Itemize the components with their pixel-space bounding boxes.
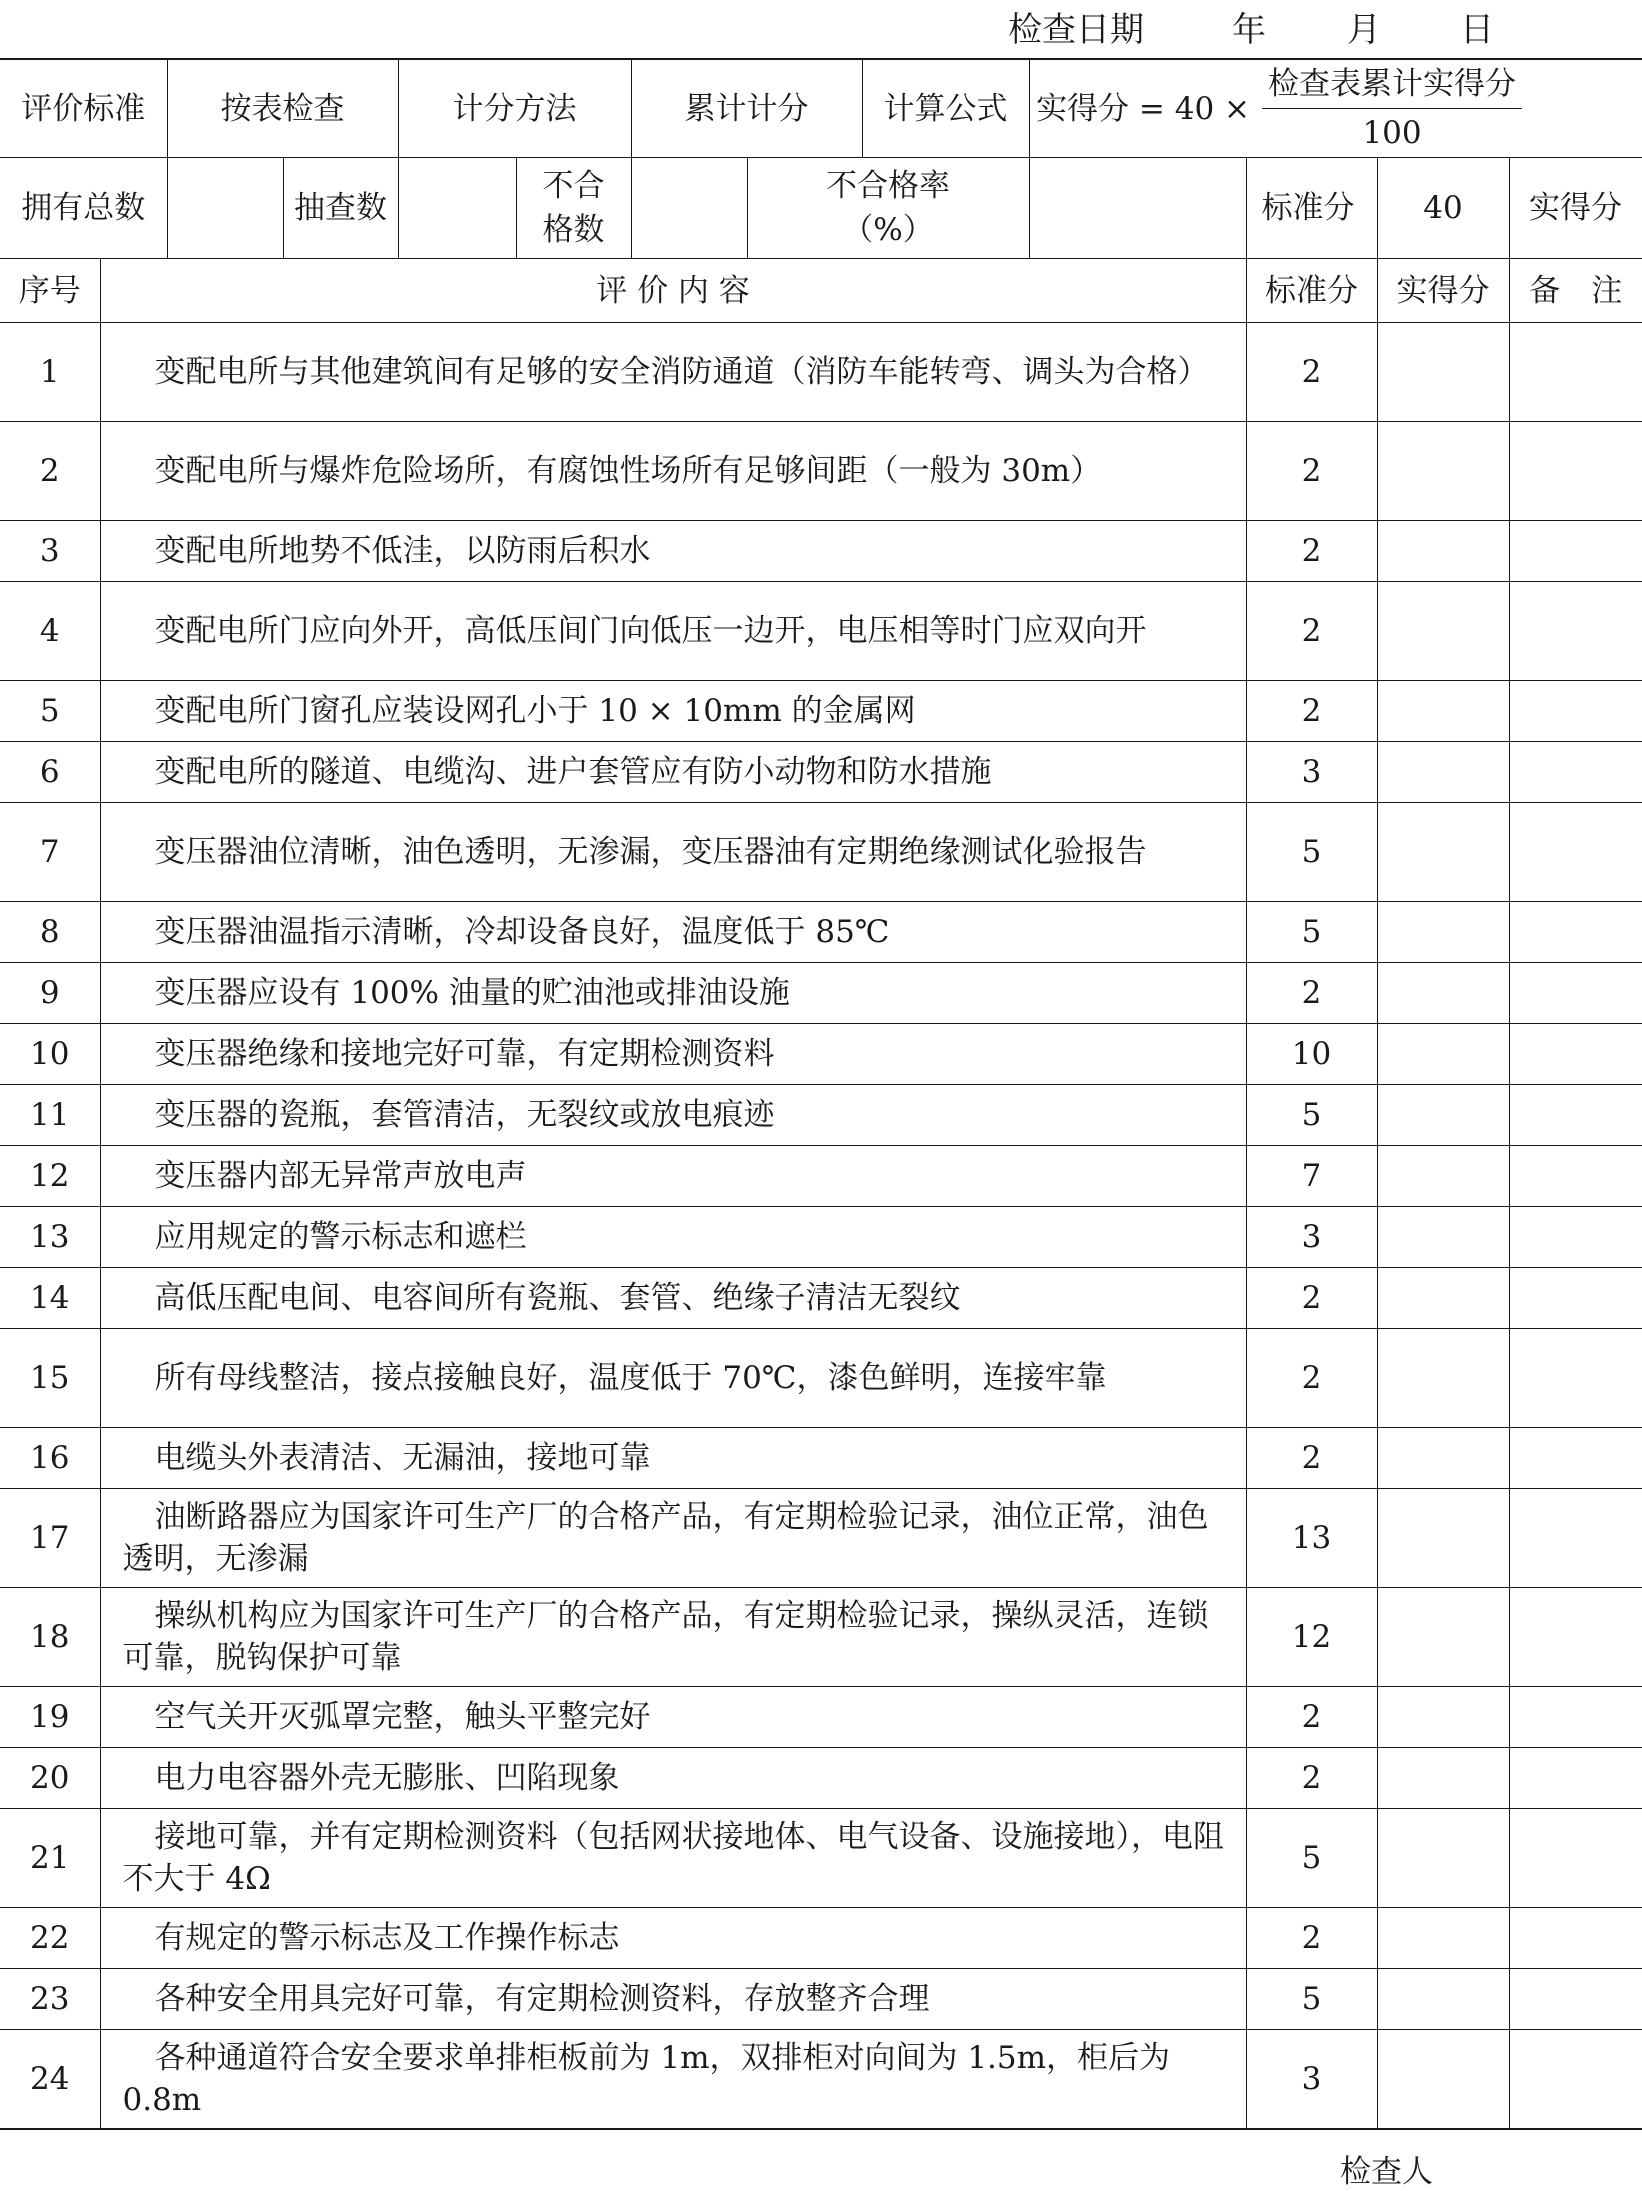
row-note[interactable]: [1509, 681, 1642, 742]
table-row: [0, 2030, 1642, 2129]
row-seq: 22: [0, 1908, 100, 1969]
row-actual-score[interactable]: [1377, 1085, 1509, 1146]
row-content: [100, 963, 1246, 1024]
table-row: [0, 1085, 1642, 1146]
row-content: [100, 582, 1246, 681]
row-actual-score[interactable]: [1377, 422, 1509, 521]
formula-fraction: [1262, 64, 1522, 153]
table-row: [0, 1687, 1642, 1748]
row-seq: 8: [0, 902, 100, 963]
row-content: [100, 1588, 1246, 1687]
row-note[interactable]: [1509, 1207, 1642, 1268]
row-note[interactable]: [1509, 1748, 1642, 1809]
row-actual-score[interactable]: [1377, 582, 1509, 681]
row-content-text: 各种安全用具完好可靠，有定期检测资料，存放整齐合理: [154, 1981, 930, 2017]
row-standard-score: 3: [1246, 742, 1377, 803]
table-row: [0, 582, 1642, 681]
row-actual-score[interactable]: [1377, 1809, 1509, 1908]
row-content: [100, 1908, 1246, 1969]
row-seq: 3: [0, 521, 100, 582]
row-content: [100, 1969, 1246, 2030]
row-note[interactable]: [1509, 1146, 1642, 1207]
row-standard-score: 2: [1246, 1908, 1377, 1969]
row-standard-score: 2: [1246, 582, 1377, 681]
column-header-row: [0, 259, 1642, 323]
row-standard-score: 5: [1246, 803, 1377, 902]
table-row: [0, 1024, 1642, 1085]
unqualified-rate-value[interactable]: [1029, 158, 1246, 259]
row-standard-score: 2: [1246, 681, 1377, 742]
table-row: [0, 1489, 1642, 1588]
row-seq: 18: [0, 1588, 100, 1687]
row-seq: 6: [0, 742, 100, 803]
row-standard-score: 2: [1246, 1428, 1377, 1489]
row-content: [100, 1268, 1246, 1329]
row-standard-score: 7: [1246, 1146, 1377, 1207]
row-actual-score[interactable]: [1377, 1428, 1509, 1489]
row-standard-score: 2: [1246, 1329, 1377, 1428]
table-row: [0, 681, 1642, 742]
row-actual-score[interactable]: [1377, 1268, 1509, 1329]
standard-score-label: 标准分: [1246, 158, 1377, 259]
row-content-text: 变压器绝缘和接地完好可靠，有定期检测资料: [154, 1036, 775, 1072]
table-row: [0, 1588, 1642, 1687]
row-note[interactable]: [1509, 1908, 1642, 1969]
scoring-method-label: 计分方法: [398, 59, 631, 158]
row-actual-score[interactable]: [1377, 803, 1509, 902]
scoring-method-value: 累计计分: [631, 59, 862, 158]
row-content: [100, 422, 1246, 521]
row-standard-score: 2: [1246, 323, 1377, 422]
checklist-rows: [0, 323, 1642, 2129]
table-row: [0, 742, 1642, 803]
row-content-text: 电缆头外表清洁、无漏油，接地可靠: [154, 1440, 651, 1476]
row-seq: 9: [0, 963, 100, 1024]
table-row: [0, 521, 1642, 582]
row-content-text: 高低压配电间、电容间所有瓷瓶、套管、绝缘子清洁无裂纹: [154, 1280, 961, 1316]
row-content: [100, 2030, 1246, 2129]
row-content-text: 有规定的警示标志及工作操作标志: [154, 1920, 620, 1956]
row-note[interactable]: [1509, 1085, 1642, 1146]
row-standard-score: 2: [1246, 1268, 1377, 1329]
table-row: [0, 1748, 1642, 1809]
table-row: [0, 1969, 1642, 2030]
row-note[interactable]: [1509, 803, 1642, 902]
row-seq: 24: [0, 2030, 100, 2129]
row-actual-score[interactable]: [1377, 1748, 1509, 1809]
row-content-text: 变配电所地势不低洼，以防雨后积水: [154, 533, 651, 569]
table-row: [0, 963, 1642, 1024]
row-note[interactable]: [1509, 2030, 1642, 2129]
row-standard-score: 3: [1246, 2030, 1377, 2129]
row-actual-score[interactable]: [1377, 681, 1509, 742]
row-seq: 21: [0, 1809, 100, 1908]
row-actual-score[interactable]: [1377, 1489, 1509, 1588]
table-row: [0, 1908, 1642, 1969]
row-actual-score[interactable]: [1377, 742, 1509, 803]
row-note[interactable]: [1509, 323, 1642, 422]
row-note[interactable]: [1509, 422, 1642, 521]
date-year-label: 年: [1232, 10, 1266, 50]
date-day-label: 日: [1460, 10, 1494, 50]
header-row-counts: [0, 158, 1642, 259]
row-content: [100, 742, 1246, 803]
row-note[interactable]: [1509, 1687, 1642, 1748]
row-actual-score[interactable]: [1377, 521, 1509, 582]
row-note[interactable]: [1509, 963, 1642, 1024]
row-note[interactable]: [1509, 1268, 1642, 1329]
row-seq: 1: [0, 323, 100, 422]
row-seq: 23: [0, 1969, 100, 2030]
row-content: [100, 1489, 1246, 1588]
row-content: [100, 1085, 1246, 1146]
row-actual-score[interactable]: [1377, 1908, 1509, 1969]
date-month-label: 月: [1347, 10, 1381, 50]
row-standard-score: 13: [1246, 1489, 1377, 1588]
sampled-value[interactable]: [398, 158, 516, 259]
row-content: [100, 1748, 1246, 1809]
row-content: [100, 1687, 1246, 1748]
col-seq-header: 序号: [0, 259, 100, 323]
row-actual-score[interactable]: [1377, 963, 1509, 1024]
row-standard-score: 10: [1246, 1024, 1377, 1085]
row-content-text: 变压器油位清晰，油色透明，无渗漏，变压器油有定期绝缘测试化验报告: [154, 834, 1147, 870]
row-standard-score: 2: [1246, 1748, 1377, 1809]
row-content: [100, 521, 1246, 582]
row-content-text: 变压器应设有 100% 油量的贮油池或排油设施: [154, 975, 790, 1011]
row-actual-score[interactable]: [1377, 1969, 1509, 2030]
row-content: [100, 681, 1246, 742]
row-content: [100, 1207, 1246, 1268]
row-seq: 16: [0, 1428, 100, 1489]
row-note[interactable]: [1509, 902, 1642, 963]
row-content-text: 电力电容器外壳无膨胀、凹陷现象: [154, 1760, 620, 1796]
row-note[interactable]: [1509, 1024, 1642, 1085]
col-actual-header: 实得分: [1377, 259, 1509, 323]
header-row-standard: [0, 59, 1642, 158]
row-actual-score[interactable]: [1377, 1588, 1509, 1687]
formula-label: 计算公式: [862, 59, 1029, 158]
row-seq: 11: [0, 1085, 100, 1146]
unqualified-count-label: 不合 格数: [516, 158, 631, 259]
col-content-header: 评 价 内 容: [100, 259, 1246, 323]
row-content-text: 变配电所与其他建筑间有足够的安全消防通道（消防车能转弯、调头为合格）: [154, 354, 1209, 390]
row-content: [100, 1809, 1246, 1908]
row-content-text: 油断路器应为国家许可生产厂的合格产品，有定期检验记录，油位正常，油色透明，无渗漏: [122, 1499, 1209, 1577]
table-row: [0, 1809, 1642, 1908]
row-content: [100, 1428, 1246, 1489]
row-standard-score: 5: [1246, 1809, 1377, 1908]
row-seq: 14: [0, 1268, 100, 1329]
row-content-text: 变压器内部无异常声放电声: [154, 1158, 527, 1194]
row-actual-score[interactable]: [1377, 2030, 1509, 2129]
row-note[interactable]: [1509, 1489, 1642, 1588]
row-content-text: 变配电所门应向外开，高低压间门向低压一边开，电压相等时门应双向开: [154, 613, 1147, 649]
row-seq: 12: [0, 1146, 100, 1207]
row-seq: 13: [0, 1207, 100, 1268]
row-content-text: 接地可靠，并有定期检测资料（包括网状接地体、电气设备、设施接地），电阻不大于 4Ω: [122, 1819, 1224, 1897]
row-seq: 15: [0, 1329, 100, 1428]
row-content-text: 变压器的瓷瓶，套管清洁，无裂纹或放电痕迹: [154, 1097, 775, 1133]
row-actual-score[interactable]: [1377, 1329, 1509, 1428]
row-note[interactable]: [1509, 742, 1642, 803]
row-standard-score: 5: [1246, 1085, 1377, 1146]
row-content-text: 变配电所的隧道、电缆沟、进户套管应有防小动物和防水措施: [154, 754, 992, 790]
row-standard-score: 2: [1246, 1687, 1377, 1748]
row-actual-score[interactable]: [1377, 323, 1509, 422]
row-content-text: 变配电所与爆炸危险场所，有腐蚀性场所有足够间距（一般为 30m）: [154, 453, 1102, 489]
row-seq: 2: [0, 422, 100, 521]
row-content: [100, 902, 1246, 963]
row-content-text: 变配电所门窗孔应装设网孔小于 10 × 10mm 的金属网: [154, 693, 916, 729]
unqualified-rate-label: 不合格率 （%）: [747, 158, 1029, 259]
row-actual-score[interactable]: [1377, 1687, 1509, 1748]
col-note-header: 备 注: [1509, 259, 1642, 323]
formula-denominator: 100: [1362, 115, 1422, 151]
inspection-date-label: 检查日期: [1008, 10, 1144, 50]
formula-cell: [1029, 59, 1642, 158]
table-row: [0, 323, 1642, 422]
sampled-label: 抽查数: [283, 158, 398, 259]
row-standard-score: 2: [1246, 521, 1377, 582]
row-seq: 10: [0, 1024, 100, 1085]
row-actual-score[interactable]: [1377, 902, 1509, 963]
row-seq: 20: [0, 1748, 100, 1809]
table-row: [0, 1329, 1642, 1428]
row-standard-score: 2: [1246, 422, 1377, 521]
inspection-date-line: [0, 0, 1572, 56]
table-row: [0, 1428, 1642, 1489]
row-note[interactable]: [1509, 1588, 1642, 1687]
unqualified-count-value[interactable]: [631, 158, 747, 259]
row-content-text: 变压器油温指示清晰，冷却设备良好，温度低于 85℃: [154, 914, 890, 950]
row-actual-score[interactable]: [1377, 1024, 1509, 1085]
row-actual-score[interactable]: [1377, 1146, 1509, 1207]
row-standard-score: 2: [1246, 963, 1377, 1024]
inspector-label: 检查人: [1340, 2154, 1433, 2190]
row-standard-score: 12: [1246, 1588, 1377, 1687]
score-formula: [1036, 64, 1522, 153]
table-row: [0, 803, 1642, 902]
row-seq: 7: [0, 803, 100, 902]
row-note[interactable]: [1509, 1329, 1642, 1428]
row-seq: 4: [0, 582, 100, 681]
row-content: [100, 1146, 1246, 1207]
total-owned-label: 拥有总数: [0, 158, 167, 259]
row-content-text: 空气关开灭弧罩完整，触头平整完好: [154, 1699, 651, 1735]
inspection-checklist-table: [0, 58, 1642, 2130]
table-row: [0, 1146, 1642, 1207]
table-row: [0, 902, 1642, 963]
row-content-text: 应用规定的警示标志和遮栏: [154, 1219, 527, 1255]
row-seq: 5: [0, 681, 100, 742]
row-content-text: 所有母线整洁，接点接触良好，温度低于 70℃，漆色鲜明，连接牢靠: [154, 1360, 1107, 1396]
table-row: [0, 1207, 1642, 1268]
row-note[interactable]: [1509, 1969, 1642, 2030]
eval-standard-value: 按表检查: [167, 59, 398, 158]
row-content-text: 各种通道符合安全要求单排柜板前为 1m，双排柜对向间为 1.5m，柜后为 0.8m: [122, 2039, 1171, 2118]
row-note[interactable]: [1509, 1428, 1642, 1489]
row-content: [100, 803, 1246, 902]
formula-numerator: 检查表累计实得分: [1262, 64, 1522, 109]
eval-standard-label: 评价标准: [0, 59, 167, 158]
row-note[interactable]: [1509, 521, 1642, 582]
total-owned-value[interactable]: [167, 158, 283, 259]
row-content: [100, 323, 1246, 422]
row-standard-score: 3: [1246, 1207, 1377, 1268]
standard-score-value: 40: [1377, 158, 1509, 259]
row-content-text: 操纵机构应为国家许可生产厂的合格产品，有定期检验记录，操纵灵活，连锁可靠，脱钩保护可靠: [122, 1598, 1209, 1676]
row-seq: 17: [0, 1489, 100, 1588]
row-content: [100, 1329, 1246, 1428]
row-standard-score: 5: [1246, 1969, 1377, 2030]
table-row: [0, 422, 1642, 521]
col-standard-header: 标准分: [1246, 259, 1377, 323]
row-standard-score: 5: [1246, 902, 1377, 963]
row-seq: 19: [0, 1687, 100, 1748]
actual-score-label: 实得分: [1509, 158, 1642, 259]
formula-lhs: 实得分 = 40 ×: [1036, 90, 1251, 127]
row-note[interactable]: [1509, 1809, 1642, 1908]
row-actual-score[interactable]: [1377, 1207, 1509, 1268]
row-content: [100, 1024, 1246, 1085]
table-row: [0, 1268, 1642, 1329]
row-note[interactable]: [1509, 582, 1642, 681]
